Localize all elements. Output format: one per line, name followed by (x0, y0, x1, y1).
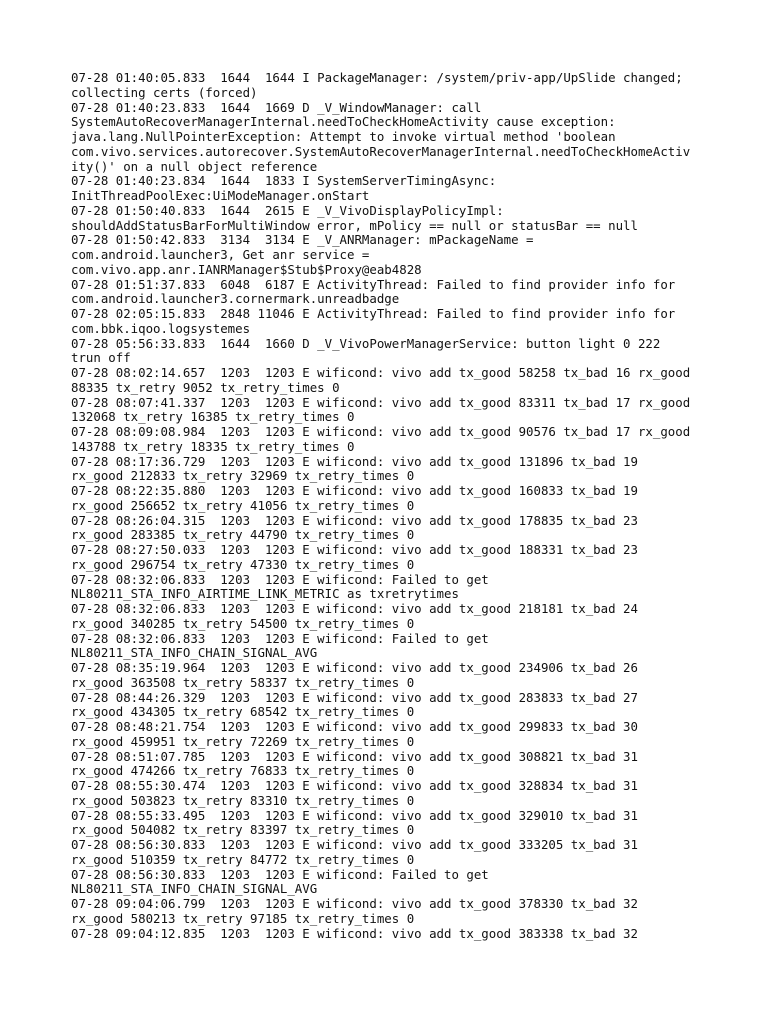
log-line: rx_good 459951 tx_retry 72269 tx_retry_times 0 (71, 733, 415, 749)
log-line: rx_good 434305 tx_retry 68542 tx_retry_times 0 (71, 704, 415, 720)
log-line: 07-28 08:48:21.754 1203 1203 E wificond: vivo add tx_good 299833 tx_bad 30 (71, 719, 638, 734)
log-line: NL80211_STA_INFO_CHAIN_SIGNAL_AVG (71, 881, 318, 897)
log-line: com.android.launcher3, Get anr service = (71, 247, 370, 262)
log-line: InitThreadPoolExec:UiModeManager.onStart (71, 188, 370, 203)
log-line: com.vivo.services.autorecover.SystemAutoRecoverManagerInternal.needToCheckHomeActiv (71, 143, 691, 159)
log-line: 07-28 01:51:37.833 6048 6187 E ActivityThread: Failed to find provider info for (71, 276, 676, 292)
log-line: 07-28 01:50:42.833 3134 3134 E _V_ANRManager: mPackageName = (71, 232, 534, 248)
log-line: collecting certs (forced) (71, 84, 258, 100)
log-text (71, 71, 711, 941)
log-line: 07-28 08:27:50.033 1203 1203 E wificond: vivo add tx_good 188331 tx_bad 23 (71, 542, 638, 557)
log-line: com.android.launcher3.cornermark.unreadbadge (71, 291, 400, 307)
log-line: 88335 tx_retry 9052 tx_retry_times 0 (71, 379, 340, 395)
log-line: 07-28 01:40:05.833 1644 1644 I PackageManager: /system/priv-app/UpSlide changed; (71, 70, 683, 85)
log-line: 07-28 05:56:33.833 1644 1660 D _V_VivoPowerManagerService: button light 0 222 (71, 335, 661, 351)
log-line: 07-28 08:09:08.984 1203 1203 E wificond: vivo add tx_good 90576 tx_bad 17 rx_good (71, 424, 691, 439)
log-line: 07-28 08:32:06.833 1203 1203 E wificond: Failed to get (71, 571, 489, 587)
log-line: 07-28 09:04:12.835 1203 1203 E wificond: vivo add tx_good 383338 tx_bad 32 (71, 925, 638, 941)
log-line: trun off (71, 350, 131, 366)
log-line: 07-28 08:17:36.729 1203 1203 E wificond: vivo add tx_good 131896 tx_bad 19 (71, 453, 638, 469)
log-line: 07-28 08:56:30.833 1203 1203 E wificond: Failed to get (71, 866, 489, 882)
log-line: 07-28 01:40:23.833 1644 1669 D _V_WindowManager: call (71, 99, 482, 115)
log-line: java.lang.NullPointerException: Attempt to invoke virtual method 'boolean (71, 129, 616, 144)
log-line: 07-28 08:22:35.880 1203 1203 E wificond: vivo add tx_good 160833 tx_bad 19 (71, 483, 638, 498)
log-line: rx_good 283385 tx_retry 44790 tx_retry_times 0 (71, 527, 415, 543)
log-line: 07-28 01:50:40.833 1644 2615 E _V_VivoDisplayPolicyImpl: (71, 202, 504, 218)
log-line: 07-28 08:07:41.337 1203 1203 E wificond: vivo add tx_good 83311 tx_bad 17 rx_good (71, 394, 691, 410)
log-line: 07-28 08:44:26.329 1203 1203 E wificond: vivo add tx_good 283833 tx_bad 27 (71, 689, 638, 705)
log-line: 143788 tx_retry 18335 tx_retry_times 0 (71, 438, 355, 454)
log-line: 07-28 02:05:15.833 2848 11046 E ActivityThread: Failed to find provider info for (71, 306, 676, 321)
log-line: com.vivo.app.anr.IANRManager$Stub$Proxy@eab4828 (71, 261, 422, 277)
log-line: rx_good 363508 tx_retry 58337 tx_retry_times 0 (71, 674, 415, 690)
log-line: rx_good 474266 tx_retry 76833 tx_retry_times 0 (71, 763, 415, 779)
log-line: rx_good 296754 tx_retry 47330 tx_retry_times 0 (71, 556, 415, 572)
log-line: ity()' on a null object reference (71, 158, 318, 174)
log-line: 07-28 09:04:06.799 1203 1203 E wificond: vivo add tx_good 378330 tx_bad 32 (71, 896, 638, 911)
log-line: 07-28 08:35:19.964 1203 1203 E wificond: vivo add tx_good 234906 tx_bad 26 (71, 660, 638, 675)
log-line: 132068 tx_retry 16385 tx_retry_times 0 (71, 409, 355, 425)
log-line: NL80211_STA_INFO_AIRTIME_LINK_METRIC as txretrytimes (71, 586, 459, 602)
log-line: rx_good 510359 tx_retry 84772 tx_retry_times 0 (71, 851, 415, 867)
log-line: 07-28 08:56:30.833 1203 1203 E wificond: vivo add tx_good 333205 tx_bad 31 (71, 837, 638, 852)
log-line: 07-28 08:32:06.833 1203 1203 E wificond: vivo add tx_good 218181 tx_bad 24 (71, 601, 638, 616)
log-line: rx_good 503823 tx_retry 83310 tx_retry_times 0 (71, 792, 415, 808)
log-line: rx_good 212833 tx_retry 32969 tx_retry_times 0 (71, 468, 415, 484)
log-line: 07-28 08:02:14.657 1203 1203 E wificond: vivo add tx_good 58258 tx_bad 16 rx_good (71, 365, 691, 380)
log-line: com.bbk.iqoo.logsystemes (71, 320, 251, 336)
log-line: rx_good 580213 tx_retry 97185 tx_retry_times 0 (71, 910, 415, 926)
log-line: SystemAutoRecoverManagerInternal.needToCheckHomeActivity cause exception: (71, 114, 616, 130)
log-line: 07-28 08:51:07.785 1203 1203 E wificond: vivo add tx_good 308821 tx_bad 31 (71, 748, 638, 764)
log-line: rx_good 340285 tx_retry 54500 tx_retry_times 0 (71, 615, 415, 631)
log-line: 07-28 01:40:23.834 1644 1833 I SystemServerTimingAsync: (71, 173, 497, 189)
log-line: 07-28 08:32:06.833 1203 1203 E wificond: Failed to get (71, 630, 489, 646)
log-line: 07-28 08:55:33.495 1203 1203 E wificond: vivo add tx_good 329010 tx_bad 31 (71, 807, 638, 823)
log-line: NL80211_STA_INFO_CHAIN_SIGNAL_AVG (71, 645, 318, 661)
log-line: 07-28 08:55:30.474 1203 1203 E wificond: vivo add tx_good 328834 tx_bad 31 (71, 778, 638, 793)
log-line: 07-28 08:26:04.315 1203 1203 E wificond: vivo add tx_good 178835 tx_bad 23 (71, 512, 638, 528)
log-line: rx_good 256652 tx_retry 41056 tx_retry_times 0 (71, 497, 415, 513)
log-line: rx_good 504082 tx_retry 83397 tx_retry_times 0 (71, 822, 415, 838)
log-line: shouldAddStatusBarForMultiWindow error, mPolicy == null or statusBar == null (71, 217, 638, 233)
